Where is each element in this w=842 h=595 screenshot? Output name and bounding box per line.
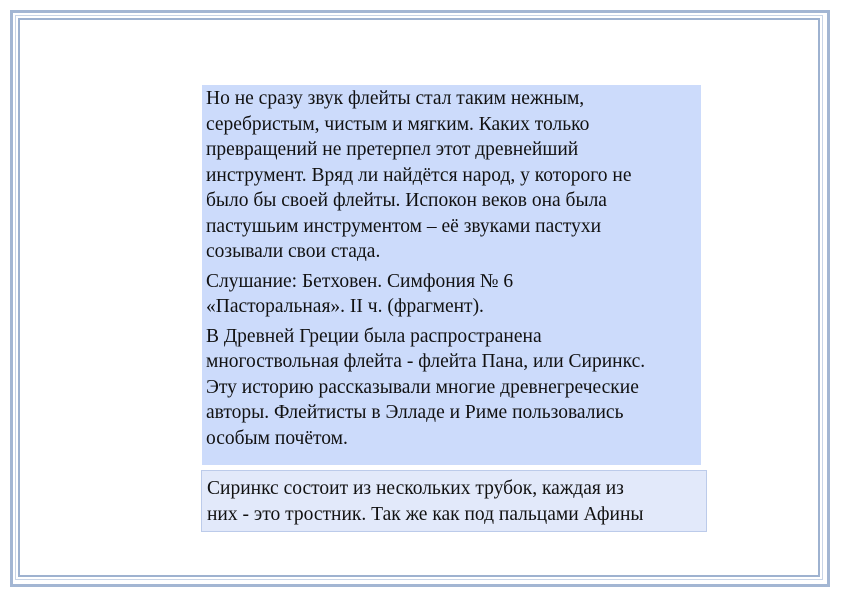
main-text-box[interactable] xyxy=(202,85,701,465)
paragraph-flute-history: Но не сразу звук флейты стал таким нежным, серебристым, чистым и мягким. Каких только превращений не претерпел этот древнейший инструмент. Вряд ли найдётся народ, у которого не было бы своей флейты. Испокон веков она была пастушьим инструментом – её звуками пастухи созывали свои стада. xyxy=(206,88,632,262)
paragraph-ancient-greece: В Древней Греции была распространена многоствольная флейта - флейта Пана, или Сиринкс. Эту историю рассказывали многие древнегреческие авторы. Флейтисты в Элладе и Риме пользовались особым почётом. xyxy=(206,325,646,449)
paragraph-listening: Слушание: Бетховен. Симфония № 6 «Пасторальная». II ч. (фрагмент). xyxy=(206,270,514,317)
syrinx-text-box[interactable] xyxy=(201,470,707,532)
paragraph-syrinx: Сиринкс состоит из нескольких трубок, каждая из них - это тростник. Так же как под пальцами Афины xyxy=(207,478,644,525)
